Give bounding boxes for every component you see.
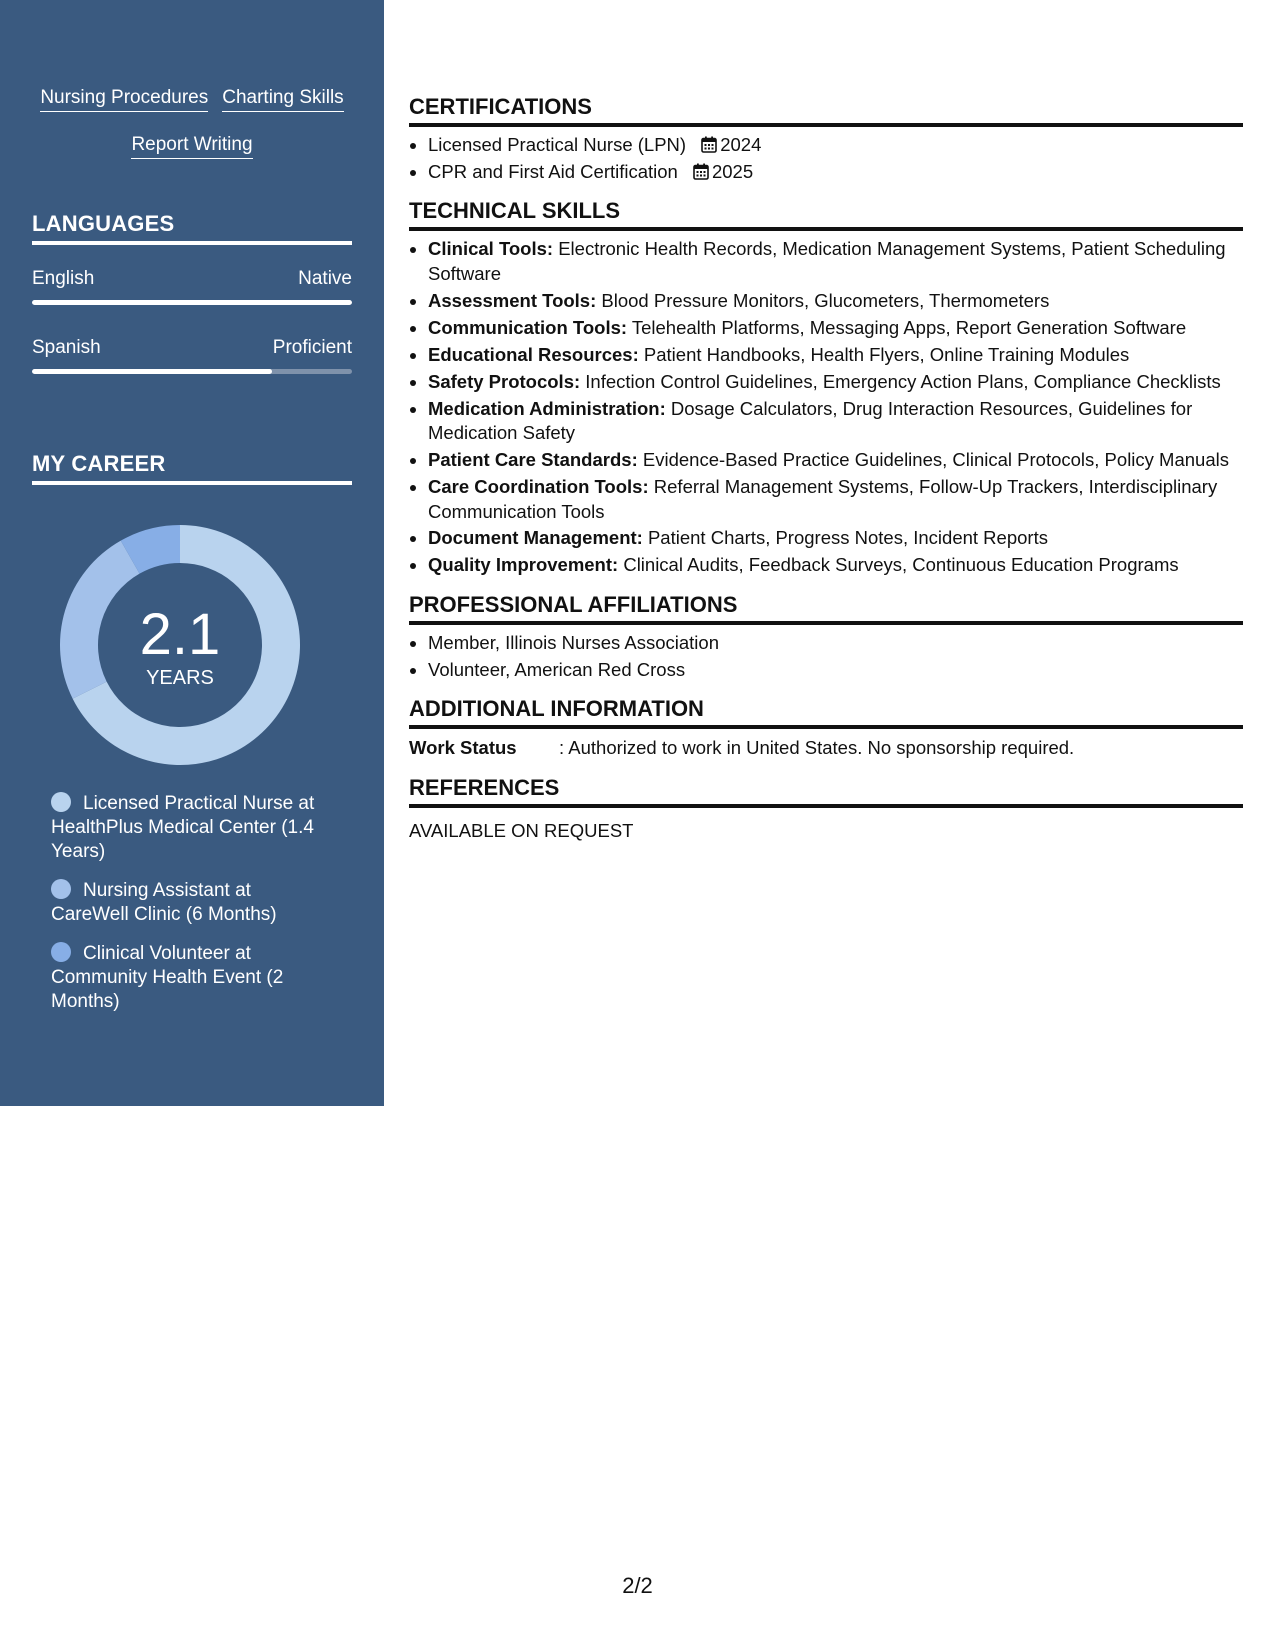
language-name: Spanish	[32, 337, 101, 358]
skill-category: Clinical Tools:	[428, 238, 554, 260]
skills-tags	[0, 86, 384, 180]
skill-category: Document Management:	[428, 527, 643, 549]
calendar-icon	[701, 136, 717, 153]
languages-heading: LANGUAGES	[32, 211, 352, 245]
certification-year: 2025	[711, 160, 754, 182]
technical-skill-item	[428, 448, 1243, 473]
work-status-value: : Authorized to work in United States. No sponsorship required.	[559, 737, 1075, 759]
work-status-label: Work Status	[409, 737, 517, 759]
additional-info-heading: ADDITIONAL INFORMATION	[409, 696, 1243, 729]
skill-category: Quality Improvement:	[428, 554, 619, 576]
skill-details: Dosage Calculators, Drug Interaction Resources, Guidelines for Medication Safety	[428, 397, 1193, 444]
skill-details: Blood Pressure Monitors, Glucometers, Thermometers	[596, 289, 1050, 311]
skill-details: Infection Control Guidelines, Emergency Action Plans, Compliance Checklists	[580, 370, 1221, 392]
language-bar-fill	[32, 300, 352, 305]
technical-skill-item	[428, 343, 1243, 368]
certifications-list	[409, 133, 1243, 184]
skill-category: Educational Resources:	[428, 343, 639, 365]
skill-details: Patient Charts, Progress Notes, Incident Reports	[642, 527, 1048, 549]
certification-item	[428, 160, 1243, 185]
affiliations-list	[409, 631, 1243, 682]
calendar-icon	[693, 163, 709, 180]
skill-details: Telehealth Platforms, Messaging Apps, Report Generation Software	[627, 316, 1187, 338]
career-item-text: Licensed Practical Nurse at HealthPlus Medical Center (1.4 Years)	[51, 793, 315, 862]
technical-skill-item	[428, 526, 1243, 551]
technical-skill-item	[428, 397, 1243, 446]
career-item	[51, 879, 331, 927]
affiliation-item: • Volunteer, American Red Cross	[428, 658, 1243, 683]
skill-tag[interactable]: Report Writing	[131, 133, 252, 159]
skill-details: Clinical Audits, Feedback Surveys, Continuous Education Programs	[618, 554, 1179, 576]
affiliation-item: • Member, Illinois Nurses Association	[428, 631, 1243, 656]
skill-details: Referral Management Systems, Follow-Up Trackers, Interdisciplinary Communication Tools	[428, 475, 1218, 522]
technical-skill-item	[428, 289, 1243, 314]
career-item	[51, 792, 331, 864]
technical-skill-item	[428, 475, 1243, 524]
career-item	[51, 942, 331, 1014]
language-row	[32, 268, 352, 290]
skill-details: Electronic Health Records, Medication Management Systems, Patient Scheduling Software	[428, 238, 1226, 285]
career-heading: MY CAREER	[32, 451, 352, 485]
skill-category: Assessment Tools:	[428, 289, 597, 311]
technical-skills-list	[409, 237, 1243, 577]
skill-category: Care Coordination Tools:	[428, 475, 649, 497]
skill-details: Evidence-Based Practice Guidelines, Clinical Protocols, Policy Manuals	[637, 449, 1229, 471]
language-row	[32, 337, 352, 359]
language-level: Native	[298, 268, 352, 289]
career-total-years: 2.1	[139, 602, 221, 667]
certification-name: Licensed Practical Nurse (LPN)	[428, 134, 687, 155]
technical-skill-item	[428, 237, 1243, 286]
certification-name: CPR and First Aid Certification	[428, 160, 678, 182]
career-item-text: Nursing Assistant at CareWell Clinic (6 Months)	[51, 880, 277, 925]
main-content	[409, 94, 1243, 844]
technical-skill-item	[428, 370, 1243, 395]
language-bar	[32, 300, 352, 305]
language-name: English	[32, 268, 95, 289]
technical-skill-item	[428, 316, 1243, 341]
legend-dot-icon	[51, 942, 71, 962]
career-years-label: YEARS	[146, 667, 214, 689]
skill-tag[interactable]: Nursing Procedures	[40, 86, 208, 112]
legend-dot-icon	[51, 792, 71, 812]
work-status-row	[409, 735, 1243, 761]
skill-details: Patient Handbooks, Health Flyers, Online Training Modules	[638, 343, 1130, 365]
certification-year: 2024	[720, 134, 762, 155]
references-text: AVAILABLE ON REQUEST	[409, 820, 634, 842]
skill-category: Safety Protocols:	[428, 370, 581, 392]
skill-tag[interactable]: Charting Skills	[222, 86, 343, 112]
legend-dot-icon	[51, 879, 71, 899]
language-bar	[32, 369, 352, 374]
language-bar-fill	[32, 369, 272, 374]
skill-category: Communication Tools:	[428, 316, 628, 338]
sidebar	[0, 0, 384, 1106]
technical-skill-item	[428, 553, 1243, 578]
certifications-heading: CERTIFICATIONS	[409, 94, 1243, 127]
career-legend	[51, 792, 331, 1029]
skill-category: Patient Care Standards:	[428, 449, 638, 471]
career-donut	[60, 525, 300, 765]
certification-item	[428, 133, 1243, 158]
references-heading: REFERENCES	[409, 775, 1243, 808]
affiliations-heading: PROFESSIONAL AFFILIATIONS	[409, 592, 1243, 625]
career-item-text: Clinical Volunteer at Community Health Event (2 Months)	[51, 943, 284, 1012]
technical-skills-heading: TECHNICAL SKILLS	[409, 198, 1243, 231]
skill-category: Medication Administration:	[428, 397, 666, 419]
language-level: Proficient	[272, 337, 352, 358]
page-number: 2/2	[622, 1573, 653, 1598]
